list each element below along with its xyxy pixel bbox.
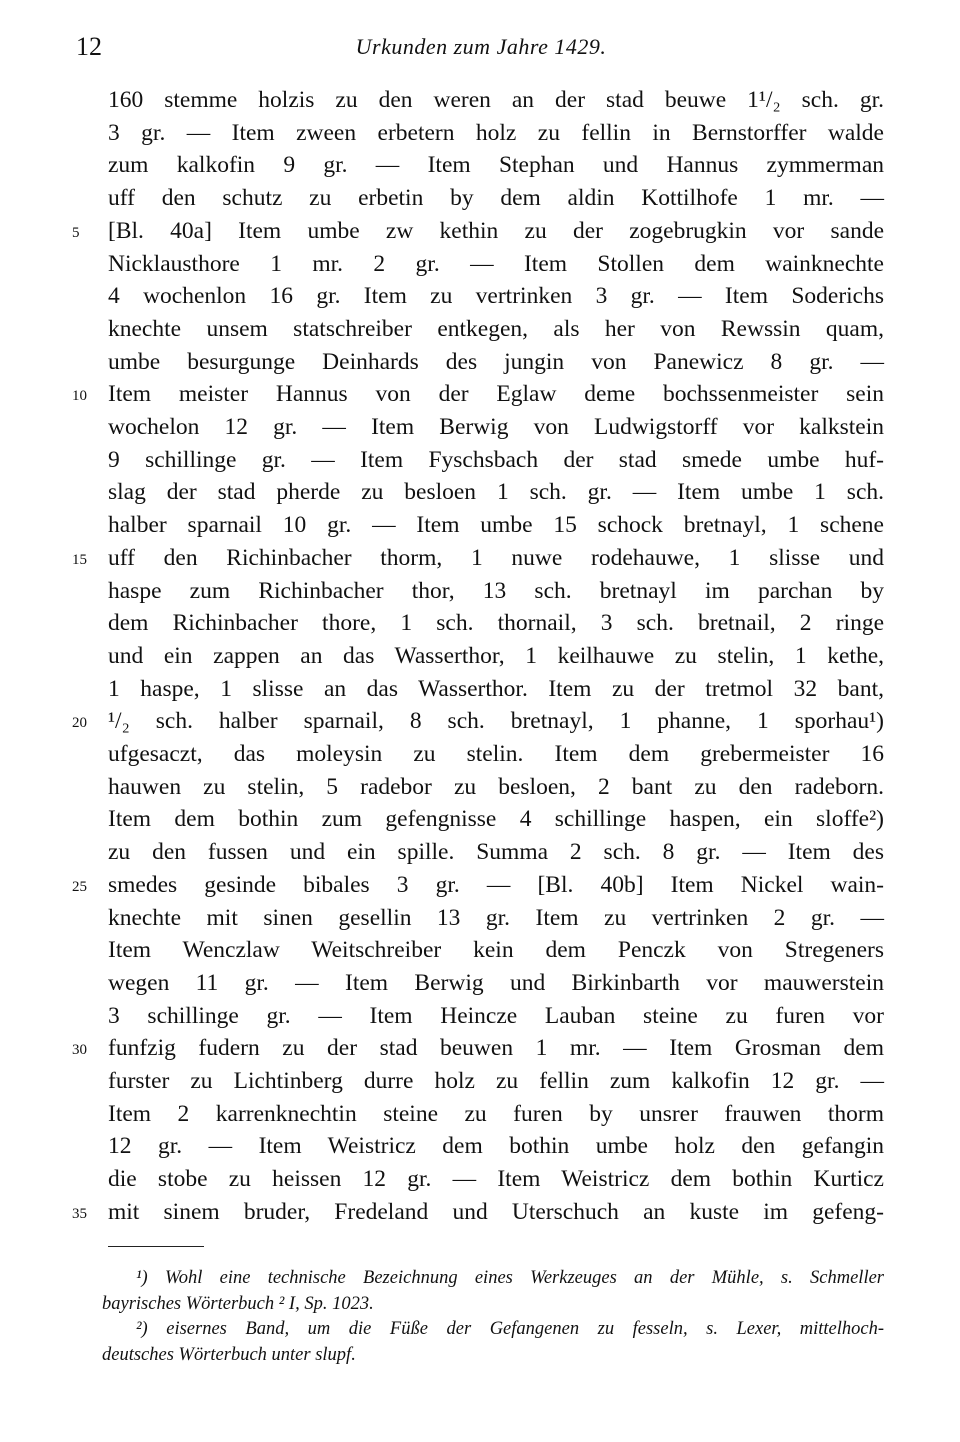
text-line: ufgesaczt, das moleysin zu stelin. Item dem grebermeister 16 [108,741,884,767]
running-head: Urkunden zum Jahre 1429. [355,34,607,59]
text-line: hauwen zu stelin, 5 radebor zu besloen, 2 bant zu den radeborn. [108,773,884,800]
text-line: 12 gr. — Item Weistricz dem bothin umbe holz den gefangin [108,1133,884,1160]
text-line: knechte unsem statschreiber entkegen, als her von Rewssin quam, [108,315,884,342]
text-line: dem Richinbacher thore, 1 sch. thornail, 3 sch. bretnail, 2 ringe [108,610,884,637]
text-line: wochelon 12 gr. — Item Berwig von Ludwigstorff vor kalkstein [108,414,884,440]
footnote-line: bayrisches Wörterbuch ² I, Sp. 1023. [102,1293,374,1314]
text-line: 3 schillinge gr. — Item Heincze Lauban steine zu furen vor [108,1002,884,1029]
text-line: 160 stemme holzis zu den weren an der stad beuwe 1¹/₂ sch. gr. [108,87,884,113]
footnote-line: deutsches Wörterbuch unter slupf. [102,1344,356,1365]
text-line: uff den schutz zu erbetin by dem aldin Kottilhofe 1 mr. — [108,185,884,212]
text-line: [Bl. 40a] Item umbe zw kethin zu der zogebrugkin vor sande [108,217,884,244]
text-line: slag der stad pherde zu besloen 1 sch. gr. — Item umbe 1 sch. [108,479,884,506]
footnote-line: ²) eisernes Band, um die Füße der Gefangenen zu fesseln, s. Lexer, mittelhoch- [136,1319,884,1339]
line-number: 25 [72,878,87,895]
text-line: Item 2 karrenknechtin steine zu furen by unsrer frauwen thorm [108,1100,884,1127]
line-number: 35 [72,1205,87,1222]
text-line: knechte mit sinen gesellin 13 gr. Item zu vertrinken 2 gr. — [108,904,884,931]
line-number: 30 [72,1042,87,1059]
line-number: 5 [72,224,80,241]
text-line: Nicklausthore 1 mr. 2 gr. — Item Stollen dem wainknechte [108,250,884,277]
text-line: funfzig fudern zu der stad beuwen 1 mr. — Item Grosman dem [108,1035,884,1062]
text-line: und ein zappen an das Wasserthor, 1 keilhauwe zu stelin, 1 kethe, [108,642,884,669]
text-line: halber sparnail 10 gr. — Item umbe 15 schock bretnayl, 1 schene [108,512,884,539]
page-header [76,32,886,68]
footnote-line: ¹) Wohl eine technische Bezeichnung eines Werkzeuges an der Mühle, s. Schmeller [136,1268,884,1288]
text-line: smedes gesinde bibales 3 gr. — [Bl. 40b] Item Nickel wain- [108,871,884,898]
footnote-divider [108,1246,204,1247]
line-number: 20 [72,715,87,732]
text-line: Item meister Hannus von der Eglaw deme bochssenmeister sein [108,381,884,408]
line-number: 15 [72,551,87,568]
text-line: 3 gr. — Item zween erbetern holz zu fellin in Bernstorffer walde [108,119,884,146]
text-line: zu den fussen und ein spille. Summa 2 sch. 8 gr. — Item des [108,839,884,866]
text-line: zum kalkofin 9 gr. — Item Stephan und Hannus zymmerman [108,152,884,179]
text-line: Item Wenczlaw Weitschreiber kein dem Penczk von Stregeners [108,937,884,964]
text-line: die stobe zu heissen 12 gr. — Item Weistricz dem bothin Kurticz [108,1166,884,1193]
page-number: 12 [76,32,102,61]
text-line: 4 wochenlon 16 gr. Item zu vertrinken 3 gr. — Item Soderichs [108,283,884,310]
text-line: furster zu Lichtinberg durre holz zu fellin zum kalkofin 12 gr. — [108,1068,884,1094]
line-number: 10 [72,388,87,405]
text-line: 9 schillinge gr. — Item Fyschsbach der stad smede umbe huf- [108,446,884,473]
text-line: ¹/₂ sch. halber sparnail, 8 sch. bretnayl, 1 phanne, 1 sporhau¹) [108,708,884,735]
text-line: wegen 11 gr. — Item Berwig und Birkinbarth vor mauwerstein [108,969,884,996]
text-line: 1 haspe, 1 slisse an das Wasserthor. Item zu der tretmol 32 bant, [108,675,884,702]
text-line: uff den Richinbacher thorm, 1 nuwe rodehauwe, 1 slisse und [108,544,884,571]
text-line: umbe besurgunge Deinhards des jungin von Panewicz 8 gr. — [108,348,884,375]
text-line: haspe zum Richinbacher thor, 13 sch. bretnayl im parchan by [108,577,884,604]
text-line: Item dem bothin zum gefengnisse 4 schillinge haspen, ein sloffe²) [108,806,884,833]
text-line: mit sinem bruder, Fredeland und Uterschuch an kuste im gefeng- [108,1198,884,1225]
